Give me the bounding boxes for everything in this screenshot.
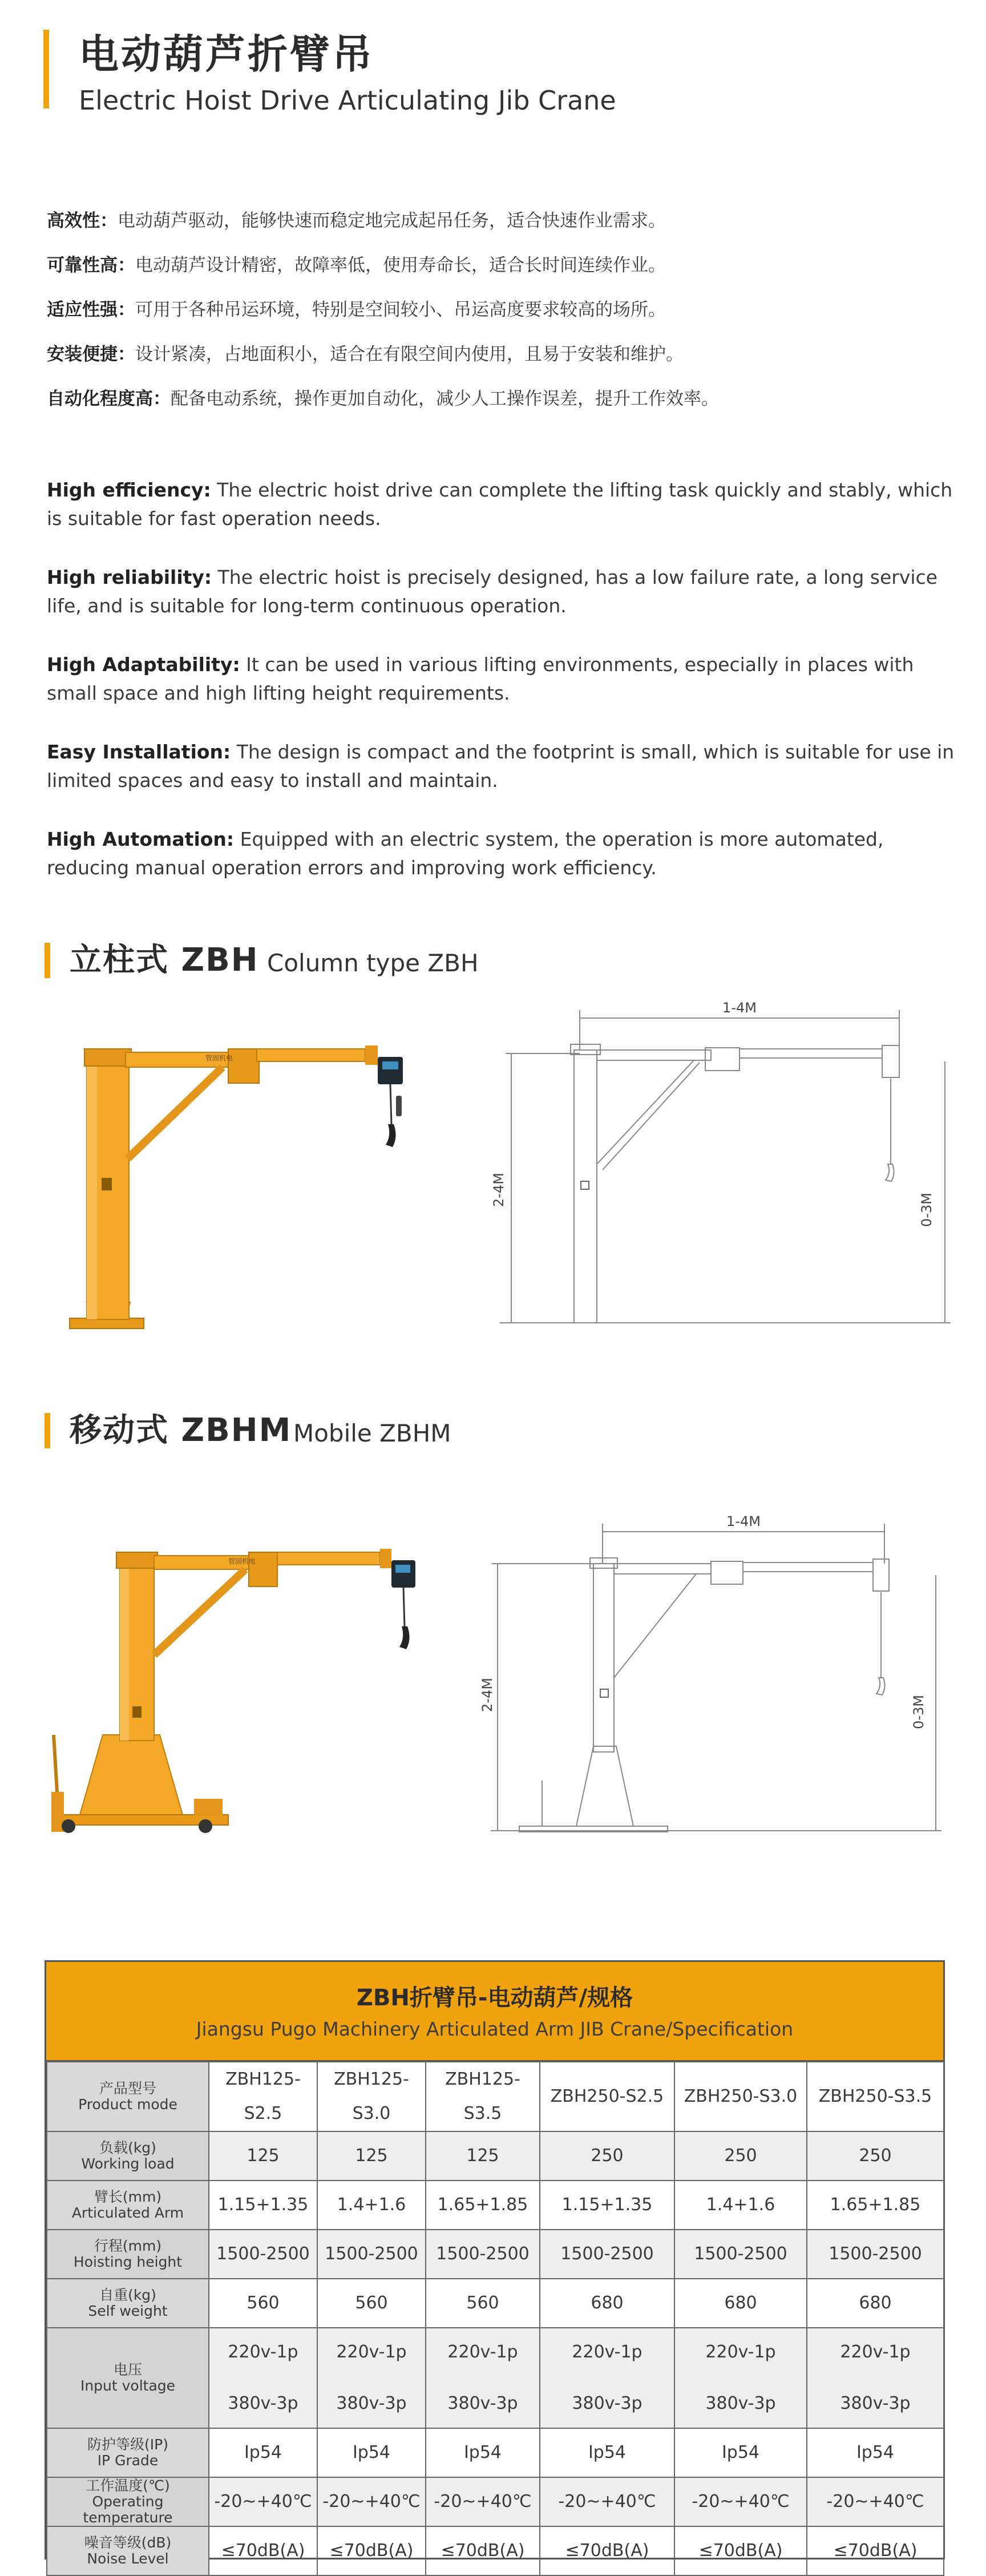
spec-cell-value: 560: [466, 2293, 499, 2313]
spec-cell-value: ≤70dB(A): [221, 2541, 305, 2561]
spec-cell-value: Ip54: [721, 2442, 760, 2462]
spec-label-en: IP Grade: [97, 2452, 159, 2469]
spec-cell-value: 125: [355, 2146, 388, 2166]
spec-cell: [807, 2230, 944, 2279]
spec-cell: [426, 2526, 540, 2575]
spec-row: [47, 2062, 944, 2131]
spec-cell-value: 125: [246, 2146, 280, 2166]
spec-cell-value: 220v-1p: [228, 2342, 298, 2362]
spec-cell: [540, 2181, 674, 2230]
section-heading-mobile: [45, 1410, 843, 1455]
title-accent-bar: [43, 30, 49, 108]
feature-en-item: Easy Installation: The design is compact and the footprint is small, which is suitable for use in limited spaces and easy to install and maintain.: [47, 741, 955, 792]
feature-cn-item: 高效性：电动葫芦驱动，能够快速而稳定地完成起吊任务，适合快速作业需求。: [47, 211, 666, 231]
page-header: [43, 27, 899, 116]
spec-cell: [426, 2328, 540, 2428]
spec-row: [47, 2131, 944, 2181]
spec-row-label: [47, 2526, 209, 2575]
spec-cell: [540, 2428, 674, 2477]
spec-subtitle: Jiangsu Pugo Machinery Articulated Arm JIB Crane/Specification: [196, 2018, 794, 2040]
spec-cell-value: -20~+40℃: [434, 2492, 532, 2512]
feature-en-item: High Automation: Equipped with an electric system, the operation is more automated, reducing manual operation errors and improving work efficiency.: [47, 828, 884, 879]
spec-cell: [540, 2477, 674, 2526]
spec-cell-value-2: 380v-3p: [228, 2393, 298, 2413]
spec-cell: [807, 2328, 944, 2428]
column-crane-photo: [68, 1039, 434, 1335]
spec-cell-value: 1.15+1.35: [217, 2195, 309, 2215]
spec-label-cn: 噪音等级(dB): [84, 2534, 172, 2551]
spec-cell-value: ZBH125-S2.5: [225, 2069, 301, 2123]
feature-cn-item: 自动化程度高：配备电动系统，操作更加自动化，减少人工操作误差，提升工作效率。: [47, 389, 719, 409]
spec-cell-value: 1.65+1.85: [437, 2195, 528, 2215]
spec-row: [47, 2279, 944, 2328]
spec-cell: [426, 2062, 540, 2131]
dim-arm-label: 1-4M: [726, 1513, 761, 1529]
spec-cell: [209, 2428, 317, 2477]
spec-label-en: Product mode: [78, 2096, 177, 2113]
spec-cell-value-2: 380v-3p: [336, 2393, 407, 2413]
spec-label-cn: 电压: [113, 2361, 142, 2378]
spec-cell-value: -20~+40℃: [826, 2492, 924, 2512]
crane-decal-text: 管固机电: [205, 1054, 233, 1062]
dim-lift-label: 0-3M: [919, 1193, 935, 1227]
spec-cell: [209, 2328, 317, 2428]
spec-label-cn: 负载(kg): [99, 2139, 156, 2156]
spec-title: ZBH折臂吊-电动葫芦/规格: [356, 1985, 633, 2011]
spec-cell: [540, 2279, 674, 2328]
spec-label-en: Working load: [81, 2155, 175, 2172]
spec-cell: [674, 2526, 807, 2575]
spec-cell-value: ≤70dB(A): [698, 2541, 783, 2561]
spec-label-cn: 工作温度(℃): [86, 2477, 170, 2494]
spec-cell-value: 1.4+1.6: [706, 2195, 775, 2215]
spec-cell: [426, 2181, 540, 2230]
dim-lift-label: 0-3M: [911, 1695, 927, 1729]
features-en-list: [47, 476, 960, 912]
dim-arm-label: 1-4M: [722, 1000, 757, 1016]
spec-cell: [209, 2131, 317, 2181]
spec-cell: [807, 2131, 944, 2181]
spec-row: [47, 2428, 944, 2477]
spec-cell: [317, 2526, 426, 2575]
section-title-en: Column type ZBH: [267, 949, 479, 977]
spec-label-en: Articulated Arm: [71, 2204, 184, 2221]
dim-height-label: 2-4M: [491, 1173, 507, 1207]
spec-label-en: Input voltage: [80, 2377, 176, 2394]
spec-cell: [674, 2328, 807, 2428]
spec-row-label: [47, 2062, 209, 2131]
dim-height-label: 2-4M: [479, 1678, 495, 1712]
spec-cell: [674, 2230, 807, 2279]
spec-cell: [209, 2526, 317, 2575]
spec-row-label: [47, 2230, 209, 2279]
section-title-en: Mobile ZBHM: [293, 1419, 451, 1447]
spec-label-cn: 自重(kg): [99, 2287, 156, 2303]
spec-cell: [209, 2477, 317, 2526]
spec-cell: [209, 2230, 317, 2279]
spec-cell-value: Ip54: [856, 2442, 895, 2462]
section-title-cn: 立柱式 ZBH: [70, 942, 259, 979]
spec-cell-value: Ip54: [463, 2442, 502, 2462]
spec-cell: [674, 2062, 807, 2131]
spec-cell-value: -20~+40℃: [214, 2492, 312, 2512]
spec-cell-value: 1500-2500: [436, 2244, 530, 2264]
features-cn-list: [47, 199, 937, 421]
spec-cell: [807, 2428, 944, 2477]
feature-en-item: High Adaptability: It can be used in various lifting environments, especially in places with small space and high lifting height requirements.: [47, 653, 914, 704]
spec-row: [47, 2477, 944, 2526]
spec-cell-value: 560: [246, 2293, 280, 2313]
spec-cell: [807, 2279, 944, 2328]
spec-cell-value: ZBH250-S3.5: [818, 2086, 932, 2106]
spec-label-cn: 防护等级(IP): [87, 2436, 168, 2453]
feature-en-item: High efficiency: The electric hoist drive can complete the lifting task quickly and stably, which is suitable for fast operation needs.: [47, 479, 953, 530]
spec-label-cn: 行程(mm): [94, 2238, 162, 2254]
spec-cell: [807, 2181, 944, 2230]
spec-cell: [540, 2230, 674, 2279]
spec-cell: [317, 2181, 426, 2230]
spec-cell: [317, 2230, 426, 2279]
spec-label-en: Hoisting height: [73, 2254, 183, 2270]
spec-cell-value: 1500-2500: [829, 2244, 922, 2264]
spec-label-en: Noise Level: [87, 2550, 169, 2567]
spec-cell-value: Ip54: [352, 2442, 391, 2462]
spec-cell: [317, 2477, 426, 2526]
spec-label-en: Operating temperature: [83, 2493, 173, 2526]
spec-cell: [317, 2131, 426, 2181]
spec-cell: [674, 2181, 807, 2230]
spec-cell-value: ≤70dB(A): [441, 2541, 525, 2561]
spec-cell-value: 680: [591, 2293, 624, 2313]
spec-cell-value-2: 380v-3p: [840, 2393, 911, 2413]
spec-cell-value: ZBH125-S3.0: [334, 2069, 409, 2123]
feature-en-item: High reliability: The electric hoist is precisely designed, has a low failure rate, a long service life, and is suitable for long-term continuous operation.: [47, 566, 937, 617]
spec-row-label: [47, 2131, 209, 2181]
spec-cell: [209, 2279, 317, 2328]
spec-cell: [807, 2526, 944, 2575]
spec-cell-value: 560: [355, 2293, 388, 2313]
spec-cell-value: -20~+40℃: [692, 2492, 790, 2512]
spec-cell-value: Ip54: [244, 2442, 282, 2462]
spec-table: [46, 2061, 944, 2576]
spec-cell-value: 1.65+1.85: [830, 2195, 921, 2215]
spec-cell-value-2: 380v-3p: [705, 2393, 776, 2413]
spec-cell-value: 250: [724, 2146, 757, 2166]
spec-cell: [209, 2181, 317, 2230]
spec-cell: [807, 2477, 944, 2526]
spec-cell-value: 250: [591, 2146, 624, 2166]
spec-row-label: [47, 2279, 209, 2328]
spec-cell: [674, 2477, 807, 2526]
spec-cell-value: 680: [859, 2293, 892, 2313]
crane-decal-text: 管固机电: [228, 1557, 256, 1565]
spec-cell-value: 125: [466, 2146, 499, 2166]
spec-cell-value: -20~+40℃: [558, 2492, 656, 2512]
spec-row: [47, 2230, 944, 2279]
section-accent-bar: [45, 943, 50, 978]
spec-cell: [209, 2062, 317, 2131]
spec-cell-value: 220v-1p: [336, 2342, 407, 2362]
spec-cell-value: 1.4+1.6: [337, 2195, 406, 2215]
spec-cell: [674, 2131, 807, 2181]
spec-cell-value: 1.15+1.35: [561, 2195, 653, 2215]
spec-cell: [674, 2428, 807, 2477]
spec-cell: [426, 2279, 540, 2328]
spec-cell-value-2: 380v-3p: [572, 2393, 642, 2413]
feature-cn-item: 安装便捷：设计紧凑，占地面积小，适合在有限空间内使用，且易于安装和维护。: [47, 344, 684, 365]
spec-cell: [317, 2428, 426, 2477]
feature-cn-item: 适应性强：可用于各种吊运环境，特别是空间较小、吊运高度要求较高的场所。: [47, 300, 666, 320]
spec-cell-value: 220v-1p: [840, 2342, 911, 2362]
spec-label-cn: 臂长(mm): [94, 2189, 162, 2205]
spec-row-label: [47, 2181, 209, 2230]
spec-cell: [426, 2428, 540, 2477]
spec-cell: [317, 2279, 426, 2328]
feature-cn-item: 可靠性高：电动葫芦设计精密，故障率低，使用寿命长，适合长时间连续作业。: [47, 255, 666, 276]
mobile-crane-drawing: [479, 1507, 953, 1838]
section-accent-bar: [45, 1413, 50, 1448]
spec-cell-value: ≤70dB(A): [833, 2541, 918, 2561]
spec-cell: [426, 2131, 540, 2181]
spec-cell-value: ZBH250-S3.0: [684, 2086, 798, 2106]
spec-row-label: [47, 2328, 209, 2428]
spec-cell-value: Ip54: [588, 2442, 627, 2462]
spec-label-cn: 产品型号: [99, 2080, 156, 2097]
spec-cell: [674, 2279, 807, 2328]
spec-row-label: [47, 2428, 209, 2477]
spec-cell-value: 1500-2500: [216, 2244, 310, 2264]
spec-row-label: [47, 2477, 209, 2526]
spec-cell-value-2: 380v-3p: [447, 2393, 518, 2413]
spec-cell: [317, 2328, 426, 2428]
spec-cell: [540, 2062, 674, 2131]
spec-table-header: [46, 1962, 943, 2061]
spec-cell: [807, 2062, 944, 2131]
section-title-cn: 移动式 ZBHM: [70, 1412, 292, 1449]
spec-cell-value: ≤70dB(A): [329, 2541, 414, 2561]
spec-cell-value: 1500-2500: [325, 2244, 418, 2264]
spec-label-en: Self weight: [88, 2303, 168, 2319]
page-title-cn: 电动葫芦折臂吊: [79, 31, 374, 78]
spec-cell: [540, 2131, 674, 2181]
spec-row: [47, 2526, 944, 2575]
spec-cell: [540, 2526, 674, 2575]
spec-cell-value: -20~+40℃: [322, 2492, 421, 2512]
spec-cell-value: ZBH125-S3.5: [445, 2069, 520, 2123]
spec-cell-value: 1500-2500: [560, 2244, 654, 2264]
mobile-crane-photo: [46, 1541, 445, 1838]
spec-table-panel: [45, 1960, 945, 2567]
spec-cell-value: 220v-1p: [705, 2342, 776, 2362]
spec-cell-value: ≤70dB(A): [565, 2541, 649, 2561]
spec-cell-value: 220v-1p: [447, 2342, 518, 2362]
spec-row: [47, 2181, 944, 2230]
spec-row: [47, 2328, 944, 2428]
spec-cell: [426, 2477, 540, 2526]
spec-cell: [426, 2230, 540, 2279]
spec-cell-value: 680: [724, 2293, 757, 2313]
spec-cell-value: ZBH250-S2.5: [550, 2086, 664, 2106]
spec-cell-value: 220v-1p: [572, 2342, 642, 2362]
spec-cell: [540, 2328, 674, 2428]
column-crane-drawing: [488, 993, 956, 1335]
spec-cell: [317, 2062, 426, 2131]
section-heading-column: [45, 939, 843, 985]
spec-cell-value: 1500-2500: [694, 2244, 787, 2264]
page-title-en: Electric Hoist Drive Articulating Jib Crane: [79, 85, 616, 116]
spec-cell-value: 250: [859, 2146, 892, 2166]
